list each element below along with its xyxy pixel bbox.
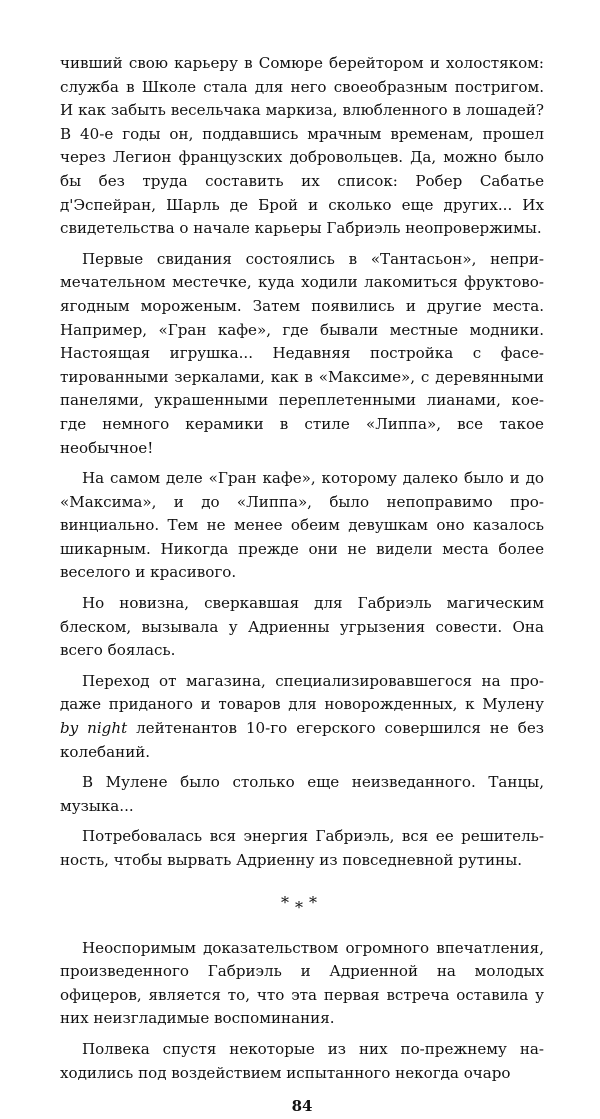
ornament-star-middle: * [295,897,309,917]
paragraph-8: Неоспоримым доказательством огромного впечатления, произведенного Габриэль и Адриенной на молодых офицеров, является то, что эта первая встреча оставила у них неизгладимые воспоминания. [60,938,544,1028]
paragraph-5-end: лейтенантов 10-го егерского совершился не без колебаний. [60,719,544,761]
paragraph-5-italic: by night [60,719,128,738]
paragraph-5-start: Переход от магазина, специализировавшегося на продаже приданого и товаров для новорожденных, к Мулену [60,671,544,714]
page-body [60,52,544,1119]
ornament-star-left: * [281,892,295,912]
ornament-star-right: * [309,892,323,912]
paragraph-7: Потребовалась вся энергия Габриэль, вся ее решительность, чтобы вырвать Адриенну из повседневной рутины. [60,827,544,869]
paragraph-3: На самом деле «Гран кафе», которому далеко было и до «Максима», и до «Липпа», было непоправимо провинциально. Тем не менее обеим девушкам оно казалось шикарным. Никогда прежде они не видели места более веселого и красивого. [60,469,544,582]
paragraph-2: Первые свидания состоялись в «Тантасьон», непримечательном местечке, куда ходили лакомиться фруктово-ягодным мороженым. Затем появились и другие места. Например, «Гран кафе», где бывали местные модники. Настоящая игрушка... Недавняя постройка с фасетированными зеркалами, как в «Максиме», с деревянными панелями, украшенными переплетенными лианами, кое-где немного керамики в стиле «Липпа», все такое необычное! [60,249,544,457]
paragraph-5 [60,670,544,764]
paragraph-4: Но новизна, сверкавшая для Габриэль магическим блеском, вызывала у Адриенны угрызения совести. Она всего боялась. [60,594,544,660]
page-number: 84 [291,1097,313,1116]
paragraph-6: В Мулене было столько еще неизведанного. Танцы, музыка... [60,773,544,815]
paragraph-9: Полвека спустя некоторые из них по-прежнему находились под воздействием испытанного некогда очаро [60,1039,544,1082]
paragraph-1: чивший свою карьеру в Сомюре берейтором и холостяком: служба в Школе стала для него своеобразным постригом. И как забыть весельчака маркиза, влюбленного в лошадей? В 40-е годы он, поддавшись мрачным временам, прошел через Легион французских добровольцев. Да, можно было бы без труда составить их список: Робер Сабатье д'Эспейран, Шарль де Брой и сколько еще других... Их свидетельства о начале карьеры Габриэль неопровержимы. [60,54,544,238]
section-break-ornament [60,892,544,917]
